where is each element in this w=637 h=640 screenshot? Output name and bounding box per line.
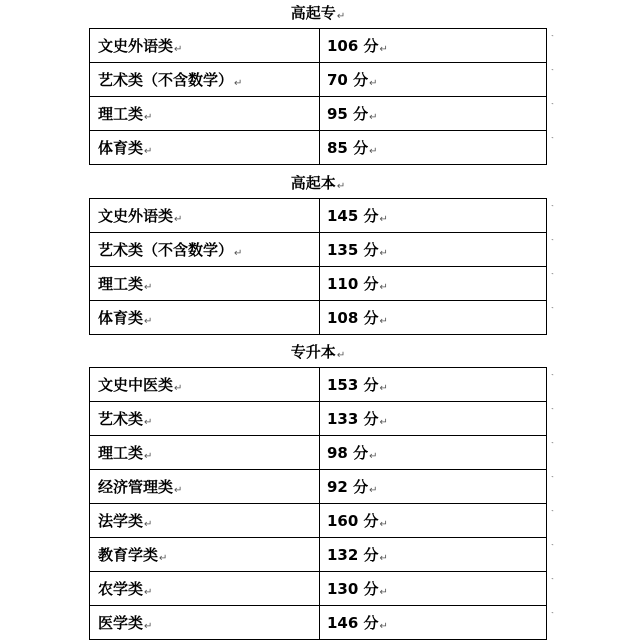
paragraph-mark-icon: ↵	[174, 383, 183, 394]
score-table-gaoqizhuan	[89, 28, 547, 165]
table-row	[90, 368, 547, 402]
table-row	[90, 301, 547, 335]
row-end-mark-icon: ˺	[551, 306, 554, 315]
paragraph-mark-icon: ↵	[174, 214, 183, 225]
category-cell: 体育类↵	[90, 131, 320, 165]
paragraph-mark-icon: ↵	[174, 44, 183, 55]
paragraph-mark-icon: ↵	[379, 316, 388, 327]
paragraph-mark-icon: ↵	[336, 11, 346, 22]
row-end-mark-icon: ˺	[551, 68, 554, 77]
paragraph-mark-icon: ↵	[234, 248, 243, 259]
score-cell: 95 分↵	[320, 97, 547, 131]
paragraph-mark-icon: ↵	[379, 417, 388, 428]
category-cell: 艺术类（不含数学）↵	[90, 63, 320, 97]
category-cell: 经济管理类↵	[90, 470, 320, 504]
section-title-text: 高起本	[290, 174, 336, 192]
row-end-mark-icon: ˺	[551, 407, 554, 416]
paragraph-mark-icon: ↵	[144, 282, 153, 293]
paragraph-mark-icon: ↵	[379, 383, 388, 394]
paragraph-mark-icon: ↵	[379, 282, 388, 293]
score-cell: 106 分↵	[320, 29, 547, 63]
section-title-text: 专升本	[290, 343, 336, 361]
score-cell: 110 分↵	[320, 267, 547, 301]
paragraph-mark-icon: ↵	[369, 146, 378, 157]
score-table-zhuanshengben	[89, 367, 547, 640]
paragraph-mark-icon: ↵	[369, 485, 378, 496]
paragraph-mark-icon: ↵	[144, 112, 153, 123]
table-row	[90, 29, 547, 63]
paragraph-mark-icon: ↵	[144, 519, 153, 530]
table-row	[90, 63, 547, 97]
category-cell: 医学类↵	[90, 606, 320, 640]
row-end-mark-icon: ˺	[551, 102, 554, 111]
paragraph-mark-icon: ↵	[144, 621, 153, 632]
score-cell: 132 分↵	[320, 538, 547, 572]
table-row	[90, 199, 547, 233]
paragraph-mark-icon: ↵	[379, 214, 388, 225]
paragraph-mark-icon: ↵	[369, 78, 378, 89]
row-end-mark-icon: ˺	[551, 441, 554, 450]
section-title-zhuanshengben	[89, 339, 547, 365]
paragraph-mark-icon: ↵	[369, 112, 378, 123]
score-cell: 108 分↵	[320, 301, 547, 335]
row-end-mark-icon: ˺	[551, 272, 554, 281]
score-cell: 145 分↵	[320, 199, 547, 233]
paragraph-mark-icon: ↵	[144, 451, 153, 462]
score-cell: 92 分↵	[320, 470, 547, 504]
paragraph-mark-icon: ↵	[379, 553, 388, 564]
category-cell: 文史中医类↵	[90, 368, 320, 402]
row-end-mark-icon: ˺	[551, 34, 554, 43]
paragraph-mark-icon: ↵	[144, 587, 153, 598]
score-cell: 98 分↵	[320, 436, 547, 470]
table-row	[90, 233, 547, 267]
paragraph-mark-icon: ↵	[379, 519, 388, 530]
paragraph-mark-icon: ↵	[144, 316, 153, 327]
category-cell: 理工类↵	[90, 97, 320, 131]
category-cell: 艺术类（不含数学）↵	[90, 233, 320, 267]
table-row	[90, 538, 547, 572]
paragraph-mark-icon: ↵	[379, 587, 388, 598]
category-cell: 艺术类↵	[90, 402, 320, 436]
category-cell: 教育学类↵	[90, 538, 320, 572]
score-cell: 160 分↵	[320, 504, 547, 538]
paragraph-mark-icon: ↵	[336, 181, 346, 192]
row-end-mark-icon: ˺	[551, 373, 554, 382]
score-cell: 130 分↵	[320, 572, 547, 606]
paragraph-mark-icon: ↵	[379, 44, 388, 55]
score-cell: 70 分↵	[320, 63, 547, 97]
row-end-mark-icon: ˺	[551, 204, 554, 213]
paragraph-mark-icon: ↵	[159, 553, 168, 564]
category-cell: 文史外语类↵	[90, 29, 320, 63]
row-end-mark-icon: ˺	[551, 475, 554, 484]
section-title-gaoqizhuan	[89, 0, 547, 26]
row-end-mark-icon: ˺	[551, 577, 554, 586]
row-end-mark-icon: ˺	[551, 611, 554, 620]
paragraph-mark-icon: ↵	[336, 350, 346, 361]
score-cell: 153 分↵	[320, 368, 547, 402]
row-end-mark-icon: ˺	[551, 238, 554, 247]
paragraph-mark-icon: ↵	[369, 451, 378, 462]
score-cell: 135 分↵	[320, 233, 547, 267]
table-row	[90, 97, 547, 131]
paragraph-mark-icon: ↵	[379, 248, 388, 259]
section-title-gaoqiben	[89, 170, 547, 196]
category-cell: 农学类↵	[90, 572, 320, 606]
table-row	[90, 267, 547, 301]
table-row	[90, 436, 547, 470]
score-cell: 85 分↵	[320, 131, 547, 165]
table-row	[90, 470, 547, 504]
table-row	[90, 131, 547, 165]
paragraph-mark-icon: ↵	[174, 485, 183, 496]
table-row	[90, 606, 547, 640]
table-row	[90, 402, 547, 436]
score-cell: 133 分↵	[320, 402, 547, 436]
category-cell: 法学类↵	[90, 504, 320, 538]
row-end-mark-icon: ˺	[551, 543, 554, 552]
row-end-mark-icon: ˺	[551, 136, 554, 145]
paragraph-mark-icon: ↵	[379, 621, 388, 632]
paragraph-mark-icon: ↵	[144, 146, 153, 157]
category-cell: 理工类↵	[90, 436, 320, 470]
table-row	[90, 504, 547, 538]
category-cell: 文史外语类↵	[90, 199, 320, 233]
category-cell: 理工类↵	[90, 267, 320, 301]
score-cell: 146 分↵	[320, 606, 547, 640]
table-row	[90, 572, 547, 606]
score-table-gaoqiben	[89, 198, 547, 335]
paragraph-mark-icon: ↵	[144, 417, 153, 428]
section-title-text: 高起专	[290, 4, 336, 22]
row-end-mark-icon: ˺	[551, 509, 554, 518]
paragraph-mark-icon: ↵	[234, 78, 243, 89]
category-cell: 体育类↵	[90, 301, 320, 335]
